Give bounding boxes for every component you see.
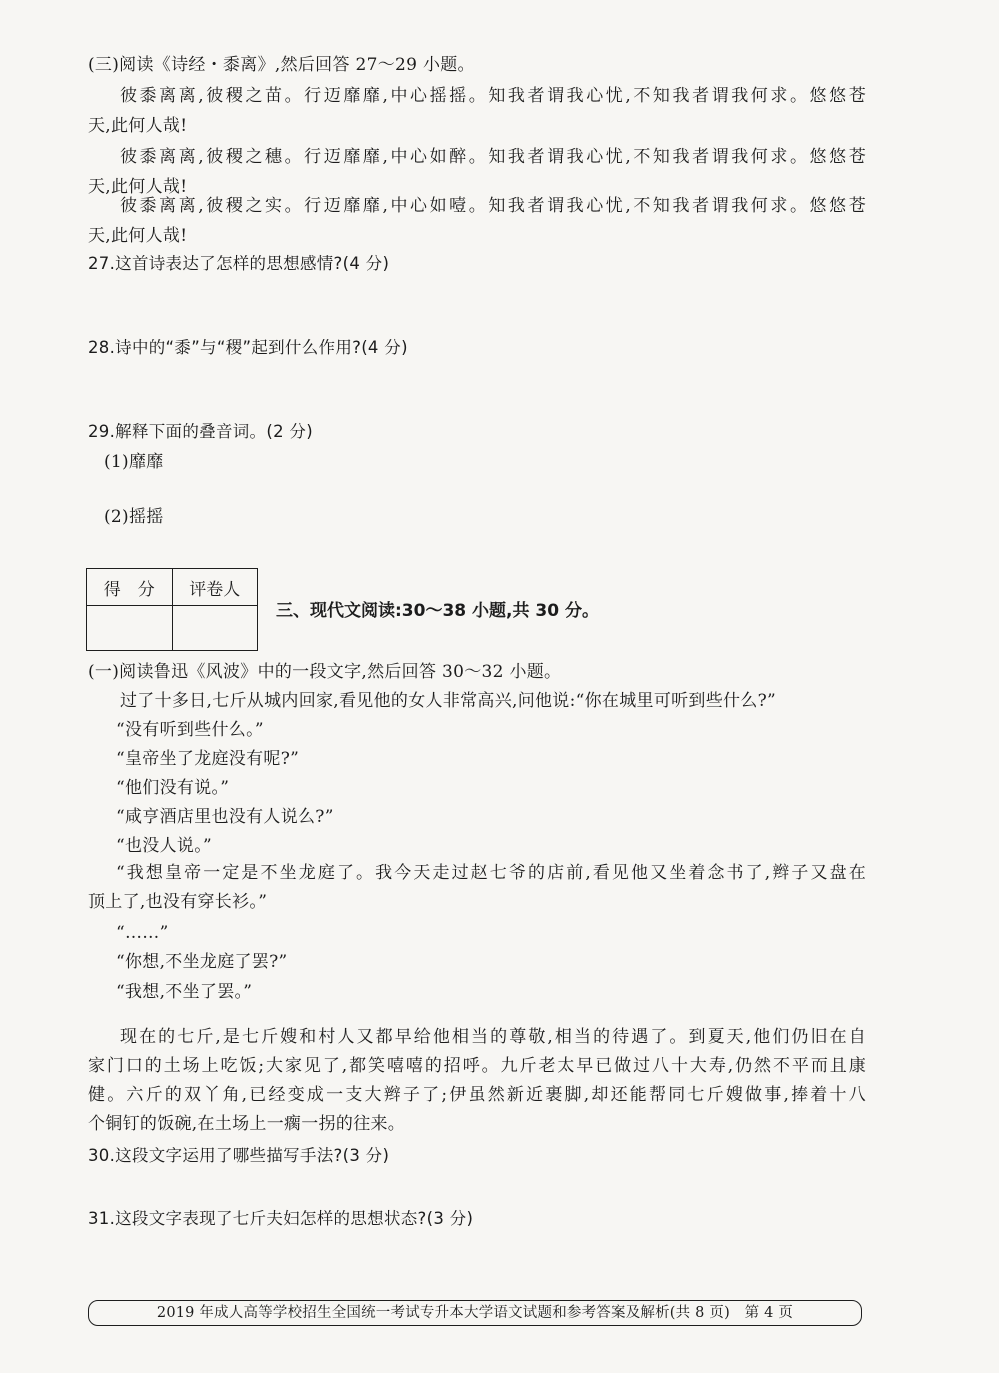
page-footer: 2019 年成人高等学校招生全国统一考试专升本大学语文试题和参考答案及解析(共 8 页) 第 4 页 [88,1300,862,1326]
poem-stanza-3-line-1: 彼黍离离,彼稷之实。行迈靡靡,中心如噎。知我者谓我心忧,不知我者谓我何求。悠悠苍 [120,196,866,216]
grader-header: 评卷人 [172,569,258,606]
passage-dialogue-9: “你想,不坐龙庭了罢?” [116,952,288,972]
passage-paragraph-11-line-4: 个铜钉的饭碗,在土场上一瘸一拐的往来。 [88,1114,406,1134]
question-29: 29.解释下面的叠音词。(2 分) [88,422,313,441]
passage-dialogue-2: “没有听到些什么。” [116,720,264,740]
passage-dialogue-7-line-2: 顶上了,也没有穿长衫。” [88,892,268,912]
passage-dialogue-5: “咸亨酒店里也没有人说么?” [116,807,334,827]
passage-dialogue-3: “皇帝坐了龙庭没有呢?” [116,749,300,769]
poem-stanza-3-line-2: 天,此何人哉! [88,226,188,246]
question-30: 30.这段文字运用了哪些描写手法?(3 分) [88,1146,390,1165]
poem-stanza-2-line-2: 天,此何人哉! [88,177,188,197]
score-table [86,568,258,651]
question-29-item-2: (2)摇摇 [104,507,164,527]
poem-stanza-1-line-1: 彼黍离离,彼稷之苗。行迈靡靡,中心摇摇。知我者谓我心忧,不知我者谓我何求。悠悠苍 [120,86,866,106]
score-cell[interactable] [87,606,173,651]
question-29-item-1: (1)靡靡 [104,452,164,472]
passage-dialogue-7-line-1: “我想皇帝一定是不坐龙庭了。我今天走过赵七爷的店前,看见他又坐着念书了,辫子又盘在 [116,863,866,883]
poem-stanza-2-line-1: 彼黍离离,彼稷之穗。行迈靡靡,中心如醉。知我者谓我心忧,不知我者谓我何求。悠悠苍 [120,147,866,167]
passage-dialogue-4: “他们没有说。” [116,778,230,798]
reading-intro-fengbo: (一)阅读鲁迅《风波》中的一段文字,然后回答 30～32 小题。 [88,662,562,682]
question-27: 27.这首诗表达了怎样的思想感情?(4 分) [88,254,390,273]
passage-paragraph-11-line-2: 家门口的土场上吃饭;大家见了,都笑嘻嘻的招呼。九斤老太早已做过八十大寿,仍然不平而且康 [88,1056,866,1076]
passage-dialogue-10: “我想,不坐了罢。” [116,982,253,1002]
passage-paragraph-1: 过了十多日,七斤从城内回家,看见他的女人非常高兴,问他说:“你在城里可听到些什么?” [120,691,777,711]
passage-dialogue-8: “……” [116,923,169,943]
passage-dialogue-6: “也没人说。” [116,836,212,856]
score-header: 得 分 [87,569,173,606]
passage-paragraph-11-line-1: 现在的七斤,是七斤嫂和村人又都早给他相当的尊敬,相当的待遇了。到夏天,他们仍旧在自 [120,1027,866,1047]
reading-intro-poem: (三)阅读《诗经・黍离》,然后回答 27～29 小题。 [88,55,475,75]
poem-stanza-1-line-2: 天,此何人哉! [88,116,188,136]
question-31: 31.这段文字表现了七斤夫妇怎样的思想状态?(3 分) [88,1209,474,1228]
grader-cell[interactable] [172,606,258,651]
question-28: 28.诗中的“黍”与“稷”起到什么作用?(4 分) [88,338,408,357]
passage-paragraph-11-line-3: 健。六斤的双丫角,已经变成一支大辫子了;伊虽然新近裹脚,却还能帮同七斤嫂做事,捧着十八 [88,1085,866,1105]
section-3-title: 三、现代文阅读:30～38 小题,共 30 分。 [276,601,599,621]
